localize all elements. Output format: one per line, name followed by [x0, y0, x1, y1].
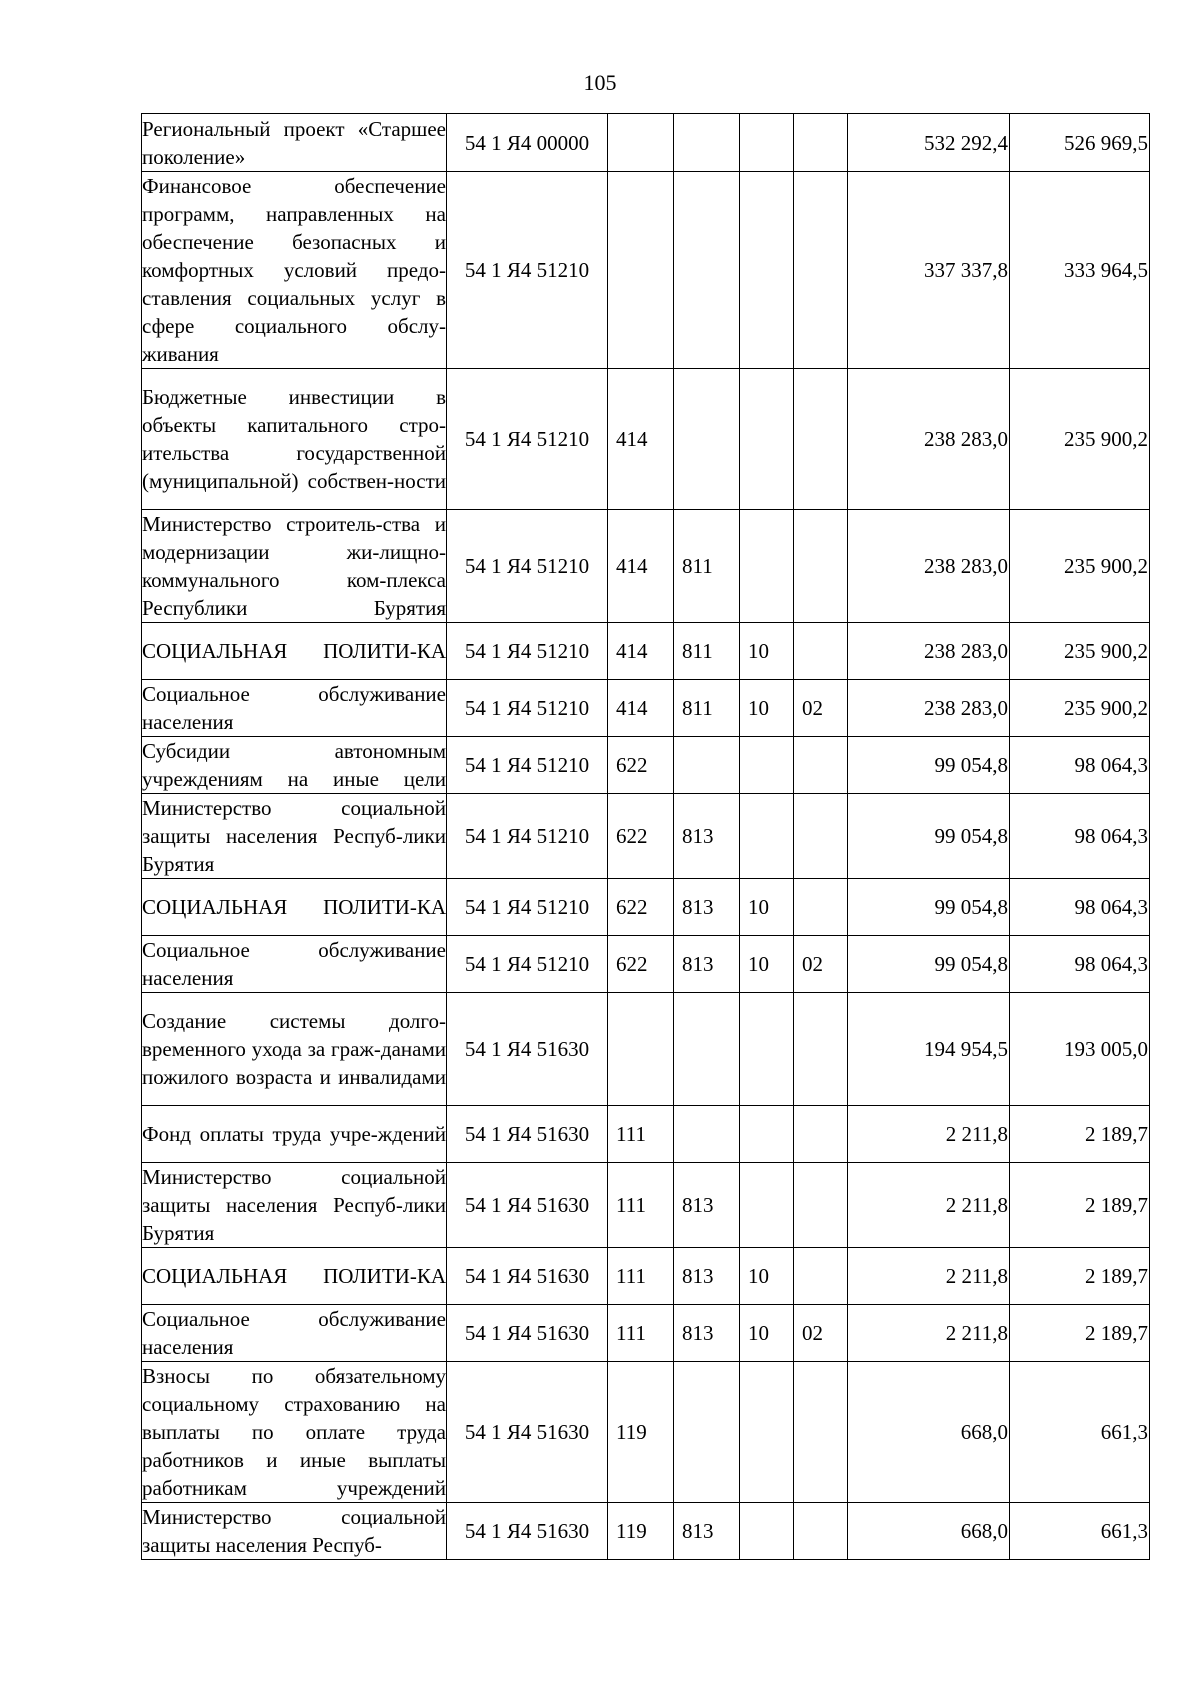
table-row	[142, 1163, 1150, 1248]
section-code	[740, 510, 794, 623]
subsection-code	[794, 510, 848, 623]
row-name: Финансовое обеспечение программ, направленных на обеспечение безопасных и комфортных условий предо-ставления социальных услуг в сфере социального обслу-живания	[142, 172, 447, 369]
ministry-code: 811	[674, 623, 740, 680]
subsection-code	[794, 1163, 848, 1248]
subsection-code	[794, 623, 848, 680]
table-row	[142, 1305, 1150, 1362]
expense-type-code: 111	[608, 1248, 674, 1305]
ministry-code: 813	[674, 794, 740, 879]
expense-type-code: 119	[608, 1503, 674, 1560]
expense-type-code: 414	[608, 680, 674, 737]
amount-year-2: 2 189,7	[1010, 1305, 1150, 1362]
subsection-code	[794, 114, 848, 172]
expense-type-code: 111	[608, 1163, 674, 1248]
section-code: 10	[740, 1248, 794, 1305]
target-article-code: 54 1 Я4 51210	[447, 936, 608, 993]
amount-year-1: 238 283,0	[848, 680, 1010, 737]
section-code: 10	[740, 936, 794, 993]
amount-year-1: 238 283,0	[848, 369, 1010, 510]
subsection-code	[794, 993, 848, 1106]
ministry-code	[674, 172, 740, 369]
target-article-code: 54 1 Я4 51210	[447, 680, 608, 737]
row-name: Взносы по обязательному социальному страхованию на выплаты по оплате труда работников и иные выплаты работникам учреждений	[142, 1362, 447, 1503]
target-article-code: 54 1 Я4 51210	[447, 737, 608, 794]
amount-year-1: 194 954,5	[848, 993, 1010, 1106]
section-code: 10	[740, 879, 794, 936]
amount-year-2: 661,3	[1010, 1362, 1150, 1503]
row-name: Региональный проект «Старшее поколение»	[142, 114, 447, 172]
table-row	[142, 1362, 1150, 1503]
row-name: Министерство строитель-ства и модернизации жи-лищно-коммунального ком-плекса Республики Бурятия	[142, 510, 447, 623]
target-article-code: 54 1 Я4 51630	[447, 1362, 608, 1503]
ministry-code: 811	[674, 510, 740, 623]
amount-year-1: 337 337,8	[848, 172, 1010, 369]
section-code	[740, 1503, 794, 1560]
section-code	[740, 369, 794, 510]
amount-year-2: 2 189,7	[1010, 1248, 1150, 1305]
amount-year-2: 193 005,0	[1010, 993, 1150, 1106]
row-name: Фонд оплаты труда учре-ждений	[142, 1106, 447, 1163]
target-article-code: 54 1 Я4 51210	[447, 510, 608, 623]
table-row	[142, 114, 1150, 172]
subsection-code: 02	[794, 936, 848, 993]
row-name: СОЦИАЛЬНАЯ ПОЛИТИ-КА	[142, 879, 447, 936]
section-code	[740, 1362, 794, 1503]
ministry-code	[674, 114, 740, 172]
subsection-code	[794, 1248, 848, 1305]
section-code: 10	[740, 680, 794, 737]
amount-year-1: 2 211,8	[848, 1305, 1010, 1362]
amount-year-2: 661,3	[1010, 1503, 1150, 1560]
ministry-code	[674, 993, 740, 1106]
target-article-code: 54 1 Я4 51630	[447, 1106, 608, 1163]
target-article-code: 54 1 Я4 51630	[447, 1163, 608, 1248]
target-article-code: 54 1 Я4 51210	[447, 879, 608, 936]
ministry-code: 813	[674, 1248, 740, 1305]
table-row	[142, 794, 1150, 879]
subsection-code	[794, 1106, 848, 1163]
ministry-code: 813	[674, 1163, 740, 1248]
target-article-code: 54 1 Я4 51210	[447, 369, 608, 510]
expense-type-code	[608, 993, 674, 1106]
expense-type-code	[608, 172, 674, 369]
budget-table	[141, 113, 1150, 1560]
row-name: Министерство социальной защиты населения Респуб-	[142, 1503, 447, 1560]
table-row	[142, 1106, 1150, 1163]
subsection-code: 02	[794, 680, 848, 737]
table-row	[142, 936, 1150, 993]
amount-year-2: 235 900,2	[1010, 623, 1150, 680]
amount-year-1: 238 283,0	[848, 510, 1010, 623]
section-code: 10	[740, 623, 794, 680]
amount-year-2: 98 064,3	[1010, 879, 1150, 936]
table-row	[142, 680, 1150, 737]
row-name: Министерство социальной защиты населения Респуб-лики Бурятия	[142, 1163, 447, 1248]
amount-year-2: 2 189,7	[1010, 1163, 1150, 1248]
expense-type-code: 622	[608, 936, 674, 993]
section-code	[740, 993, 794, 1106]
subsection-code	[794, 737, 848, 794]
row-name: Министерство социальной защиты населения Респуб-лики Бурятия	[142, 794, 447, 879]
ministry-code: 813	[674, 1503, 740, 1560]
target-article-code: 54 1 Я4 51210	[447, 794, 608, 879]
page-number: 105	[583, 70, 617, 95]
table-row	[142, 737, 1150, 794]
target-article-code: 54 1 Я4 51210	[447, 172, 608, 369]
ministry-code: 813	[674, 879, 740, 936]
table-row	[142, 172, 1150, 369]
amount-year-1: 99 054,8	[848, 794, 1010, 879]
expense-type-code: 119	[608, 1362, 674, 1503]
table-row	[142, 623, 1150, 680]
amount-year-1: 668,0	[848, 1362, 1010, 1503]
amount-year-1: 238 283,0	[848, 623, 1010, 680]
target-article-code: 54 1 Я4 51630	[447, 1305, 608, 1362]
ministry-code	[674, 1362, 740, 1503]
table-row	[142, 369, 1150, 510]
target-article-code: 54 1 Я4 51630	[447, 993, 608, 1106]
expense-type-code: 622	[608, 737, 674, 794]
target-article-code: 54 1 Я4 00000	[447, 114, 608, 172]
subsection-code	[794, 879, 848, 936]
target-article-code: 54 1 Я4 51210	[447, 623, 608, 680]
amount-year-2: 235 900,2	[1010, 510, 1150, 623]
table-row	[142, 879, 1150, 936]
amount-year-1: 99 054,8	[848, 936, 1010, 993]
expense-type-code: 414	[608, 623, 674, 680]
row-name: СОЦИАЛЬНАЯ ПОЛИТИ-КА	[142, 1248, 447, 1305]
ministry-code	[674, 1106, 740, 1163]
section-code	[740, 114, 794, 172]
expense-type-code: 622	[608, 794, 674, 879]
subsection-code	[794, 172, 848, 369]
subsection-code	[794, 1362, 848, 1503]
ministry-code: 813	[674, 936, 740, 993]
table-row	[142, 510, 1150, 623]
subsection-code	[794, 1503, 848, 1560]
section-code	[740, 1163, 794, 1248]
amount-year-2: 526 969,5	[1010, 114, 1150, 172]
amount-year-2: 98 064,3	[1010, 794, 1150, 879]
subsection-code: 02	[794, 1305, 848, 1362]
amount-year-1: 2 211,8	[848, 1248, 1010, 1305]
section-code	[740, 737, 794, 794]
ministry-code	[674, 369, 740, 510]
row-name: Бюджетные инвестиции в объекты капитального стро-ительства государственной (муниципальной) собствен-ности	[142, 369, 447, 510]
amount-year-1: 99 054,8	[848, 737, 1010, 794]
row-name: Социальное обслуживание населения	[142, 936, 447, 993]
expense-type-code: 622	[608, 879, 674, 936]
section-code	[740, 1106, 794, 1163]
expense-type-code: 111	[608, 1106, 674, 1163]
table-row	[142, 1248, 1150, 1305]
amount-year-2: 235 900,2	[1010, 680, 1150, 737]
row-name: СОЦИАЛЬНАЯ ПОЛИТИ-КА	[142, 623, 447, 680]
section-code: 10	[740, 1305, 794, 1362]
section-code	[740, 794, 794, 879]
amount-year-1: 99 054,8	[848, 879, 1010, 936]
row-name: Создание системы долго-временного ухода за граж-данами пожилого возраста и инвалидами	[142, 993, 447, 1106]
row-name: Социальное обслуживание населения	[142, 680, 447, 737]
amount-year-1: 668,0	[848, 1503, 1010, 1560]
amount-year-1: 2 211,8	[848, 1106, 1010, 1163]
subsection-code	[794, 369, 848, 510]
ministry-code: 811	[674, 680, 740, 737]
target-article-code: 54 1 Я4 51630	[447, 1248, 608, 1305]
table-row	[142, 993, 1150, 1106]
subsection-code	[794, 794, 848, 879]
row-name: Субсидии автономным учреждениям на иные цели	[142, 737, 447, 794]
expense-type-code: 414	[608, 369, 674, 510]
amount-year-2: 333 964,5	[1010, 172, 1150, 369]
expense-type-code	[608, 114, 674, 172]
amount-year-2: 98 064,3	[1010, 936, 1150, 993]
amount-year-1: 532 292,4	[848, 114, 1010, 172]
ministry-code	[674, 737, 740, 794]
ministry-code: 813	[674, 1305, 740, 1362]
budget-table-body	[142, 114, 1150, 1560]
expense-type-code: 111	[608, 1305, 674, 1362]
amount-year-1: 2 211,8	[848, 1163, 1010, 1248]
row-name: Социальное обслуживание населения	[142, 1305, 447, 1362]
section-code	[740, 172, 794, 369]
amount-year-2: 98 064,3	[1010, 737, 1150, 794]
expense-type-code: 414	[608, 510, 674, 623]
amount-year-2: 2 189,7	[1010, 1106, 1150, 1163]
target-article-code: 54 1 Я4 51630	[447, 1503, 608, 1560]
table-row	[142, 1503, 1150, 1560]
amount-year-2: 235 900,2	[1010, 369, 1150, 510]
